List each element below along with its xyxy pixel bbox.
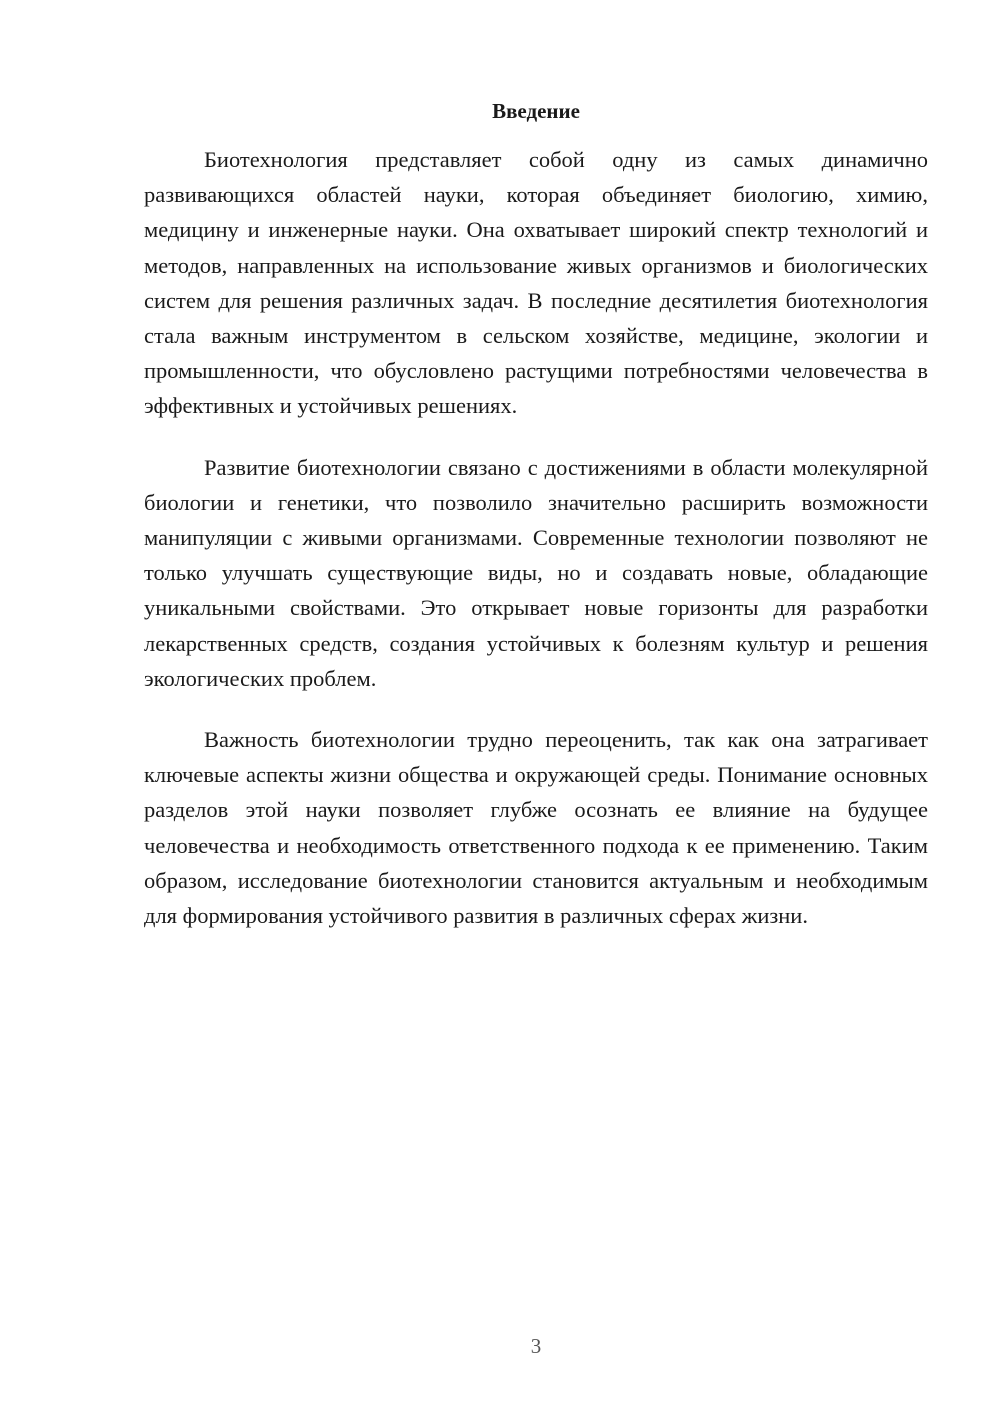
body-text	[144, 142, 928, 959]
page-title: Введение	[492, 99, 580, 123]
paragraph-3: Важность биотехнологии трудно переоценить, так как она затрагивает ключевые аспекты жизни общества и окружающей среды. Понимание основных разделов этой науки позволяет глубже осознать ее влияние на будущее человечества и необходимость ответственного подхода к ее применению. Таким образом, исследование биотехнологии становится актуальным и необходимым для формирования устойчивого развития в различных сферах жизни.	[144, 727, 928, 929]
paragraph-2: Развитие биотехнологии связано с достижениями в области молекулярной биологии и генетики, что позволило значительно расширить возможности манипуляции с живыми организмами. Современные технологии позволяют не только улучшать существующие виды, но и создавать новые, обладающие уникальными свойствами. Это открывает новые горизонты для разработки лекарственных средств, создания устойчивых к болезням культур и решения экологических проблем.	[144, 454, 928, 691]
page-number: 3	[530, 1334, 542, 1358]
paragraph-1: Биотехнология представляет собой одну из самых динамично развивающихся областей науки, которая объединяет биологию, химию, медицину и инженерные науки. Она охватывает широкий спектр технологий и методов, направленных на использование живых организмов и биологических систем для решения различных задач. В последние десятилетия биотехнология стала важным инструментом в сельском хозяйстве, медицине, экологии и промышленности, что обусловлено растущими потребностями человечества в эффективных и устойчивых решениях.	[144, 147, 928, 419]
